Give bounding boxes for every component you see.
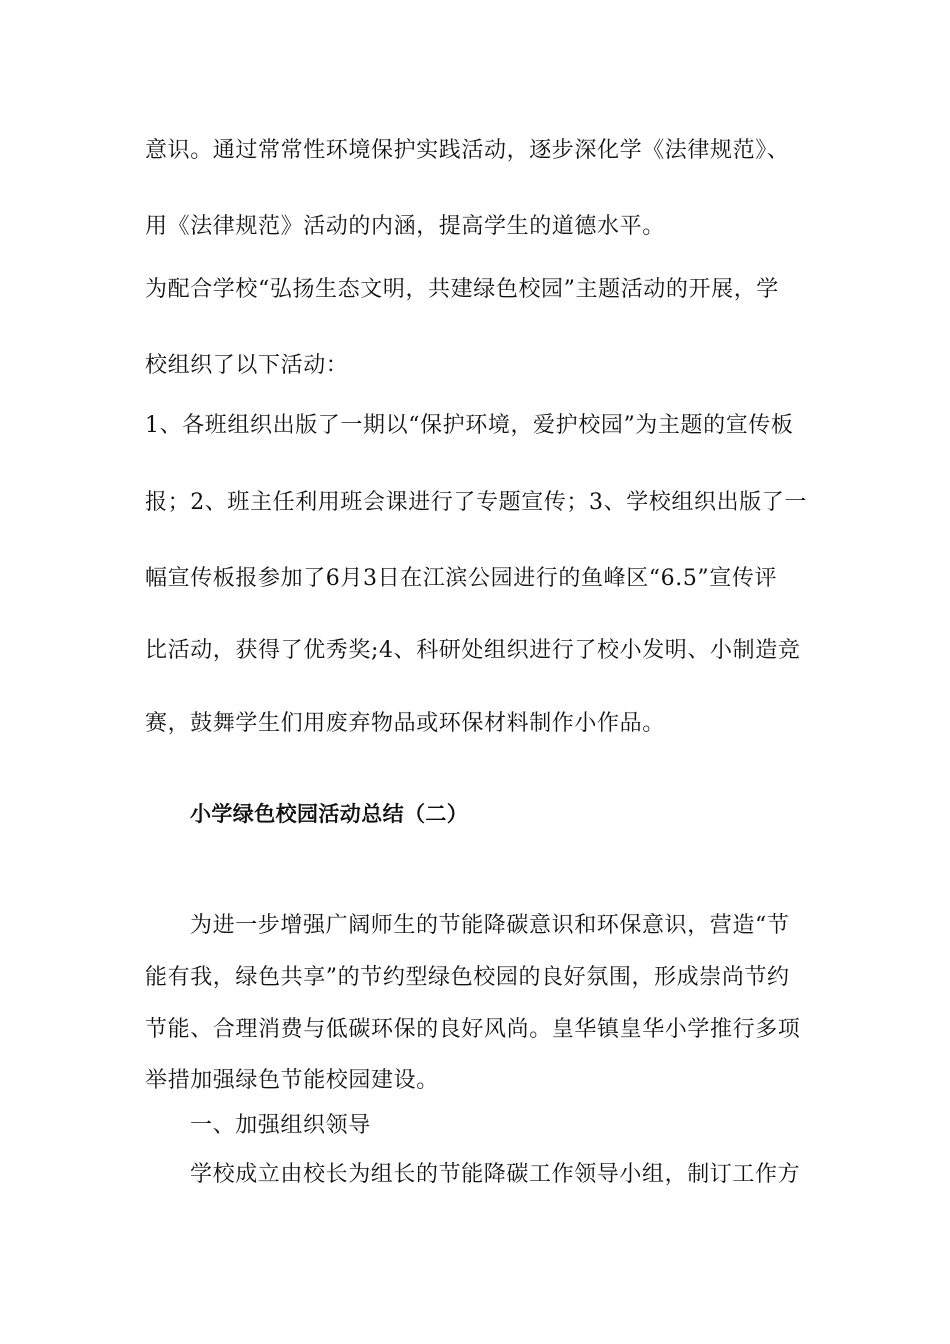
paragraph-line: 学校成立由校长为组长的节能降碳工作领导小组，制订工作方 bbox=[190, 1162, 801, 1187]
paragraph-line: 意识。通过常常性环境保护实践活动，逐步深化学《法律规范》、 bbox=[145, 138, 790, 163]
section-title: 小学绿色校园活动总结（二） bbox=[190, 802, 469, 826]
list-paragraph-line: 赛，鼓舞学生们用废弃物品或环保材料制作小作品。 bbox=[145, 711, 665, 736]
list-paragraph-line: 1、各班组织出版了一期以“保护环境，爱护校园”为主题的宣传板 bbox=[145, 413, 794, 438]
subheading: 一、加强组织领导 bbox=[190, 1113, 371, 1138]
paragraph-line: 为配合学校“弘扬生态文明，共建绿色校园”主题活动的开展，学 bbox=[145, 277, 779, 302]
list-paragraph-line: 报；2、班主任利用班会课进行了专题宣传；3、学校组织出版了一 bbox=[145, 490, 807, 515]
paragraph-line: 能有我，绿色共享”的节约型绿色校园的良好氛围，形成崇尚节约 bbox=[145, 965, 790, 990]
paragraph-line: 举措加强绿色节能校园建设。 bbox=[145, 1068, 439, 1093]
list-paragraph-line: 幅宣传板报参加了6月3日在江滨公园进行的鱼峰区“6.5”宣传评 bbox=[145, 566, 778, 591]
paragraph-line: 为进一步增强广阔师生的节能降碳意识和环保意识，营造“节 bbox=[190, 913, 790, 938]
paragraph-line: 节能、合理消费与低碳环保的良好风尚。皇华镇皇华小学推行多项 bbox=[145, 1017, 801, 1042]
paragraph-line: 用《法律规范》活动的内涵，提高学生的道德水平。 bbox=[145, 214, 665, 239]
paragraph-line: 校组织了以下活动： bbox=[145, 353, 349, 378]
list-paragraph-line: 比活动，获得了优秀奖;4、科研处组织进行了校小发明、小制造竞 bbox=[145, 638, 801, 663]
